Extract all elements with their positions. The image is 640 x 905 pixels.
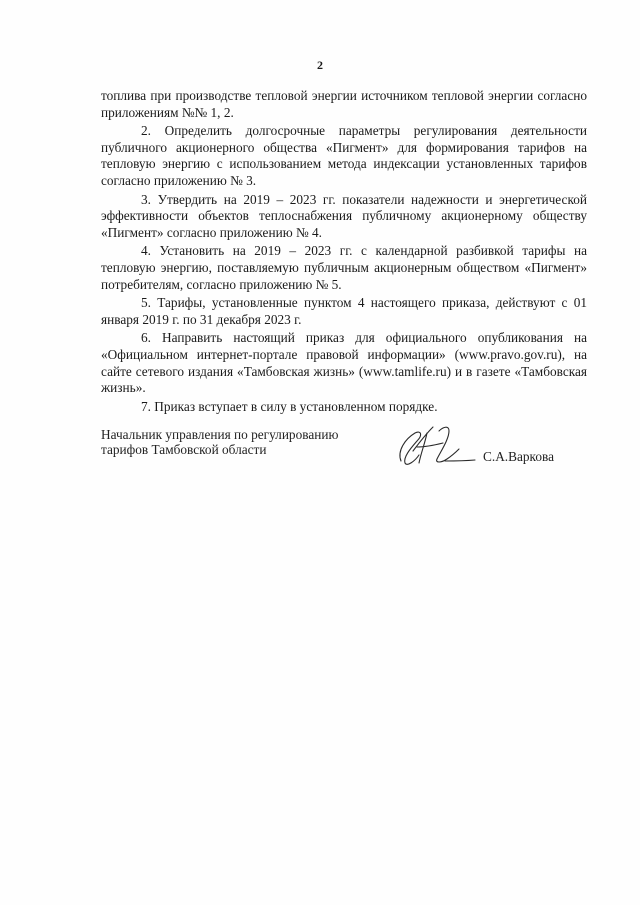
document-body	[101, 88, 587, 415]
paragraph-item-6: 6. Направить настоящий приказ для официального опубликования на «Официальном интернет-портале правовой информации» (www.pravo.gov.ru), на сайте сетевого издания «Тамбовская жизнь» (www.tamlife.ru) и в газете «Тамбовская жизнь».	[101, 330, 587, 396]
paragraph-item-7: 7. Приказ вступает в силу в установленном порядке.	[141, 398, 438, 414]
page-number: 2	[317, 58, 323, 72]
signer-position-title: Начальник управления по регулированию тарифов Тамбовской области	[101, 427, 339, 457]
handwritten-signature	[387, 421, 483, 473]
signature-block	[101, 427, 587, 487]
signer-name: С.А.Варкова	[483, 449, 554, 464]
paragraph-item-4: 4. Установить на 2019 – 2023 гг. с календарной разбивкой тарифы на тепловую энергию, поставляемую публичным акционерным обществом «Пигмент» потребителям, согласно приложению № 5.	[101, 243, 587, 292]
paragraph-item-3: 3. Утвердить на 2019 – 2023 гг. показатели надежности и энергетической эффективности объектов теплоснабжения публичному акционерному обществу «Пигмент» согласно приложению № 4.	[101, 191, 587, 240]
paragraph-item-2: 2. Определить долгосрочные параметры регулирования деятельности публичного акционерного общества «Пигмент» для формирования тарифов на тепловую энергию с использованием метода индексации установленных тарифов согласно приложению № 3.	[101, 123, 587, 188]
paragraph-continuation: топлива при производстве тепловой энергии источником тепловой энергии согласно приложениям №№ 1, 2.	[101, 88, 587, 120]
paragraph-item-5: 5. Тарифы, установленные пунктом 4 настоящего приказа, действуют с 01 января 2019 г. по 31 декабря 2023 г.	[101, 295, 587, 327]
